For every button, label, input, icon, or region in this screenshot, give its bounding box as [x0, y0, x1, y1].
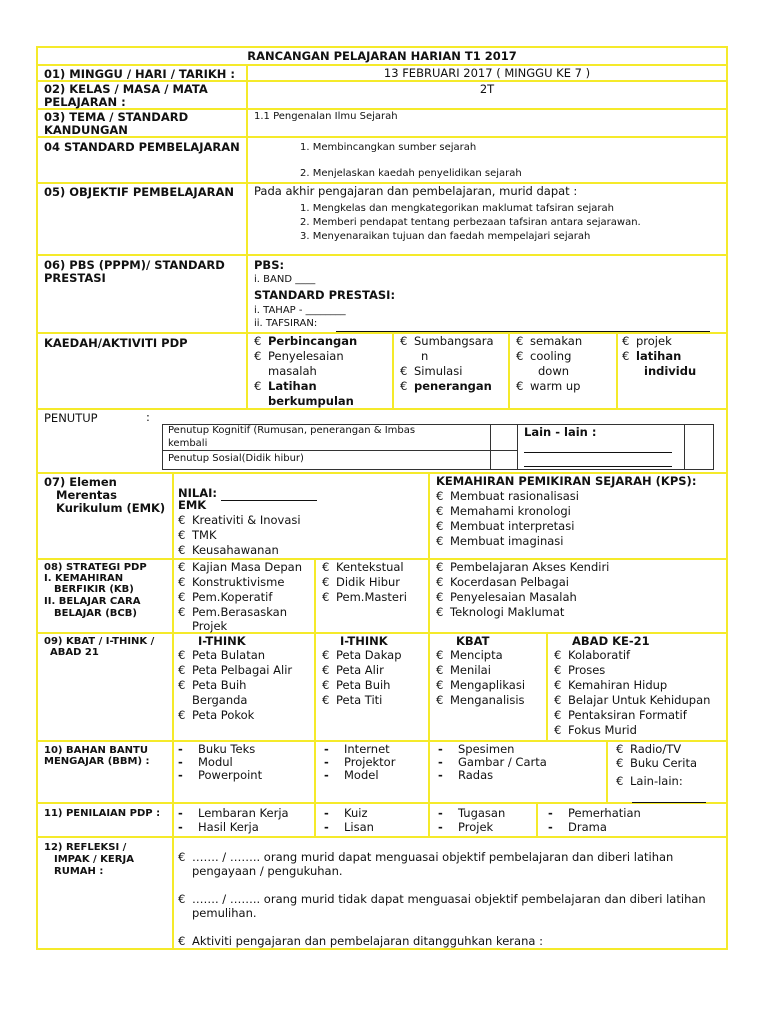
sp-item-1: 1. Membincangkan sumber sejarah — [300, 142, 477, 153]
row-refleksi — [38, 838, 726, 948]
sp-label: 04 STANDARD PEMBELAJARAN — [44, 140, 240, 154]
kaedah-berkumpulan: berkumpulan — [268, 394, 354, 408]
bbm-label-1: 10) BAHAN BANTU — [44, 745, 148, 756]
kaedah-cooling[interactable]: € cooling — [516, 349, 572, 363]
emk-kreativiti[interactable]: € Kreativiti & Inovasi — [178, 513, 301, 527]
strategi-label-1: 08) STRATEGI PDP — [44, 562, 147, 573]
bbm-projektor[interactable]: - Projektor — [324, 755, 396, 769]
pbs-label-2: PRESTASI — [44, 271, 106, 285]
strategi-kajian[interactable]: € Kajian Masa Depan — [178, 560, 302, 574]
abad-kolaboratif[interactable]: € Kolaboratif — [554, 648, 631, 662]
penilaian-projek[interactable]: - Projek — [438, 820, 494, 834]
tema-label-1: 03) TEMA / STANDARD — [44, 110, 189, 124]
emk-tmk[interactable]: € TMK — [178, 528, 217, 542]
kbat-menganalisis[interactable]: € Menganalisis — [436, 693, 525, 707]
tema-value: 1.1 Pengenalan Ilmu Sejarah — [254, 111, 398, 122]
penilaian-kuiz[interactable]: - Kuiz — [324, 806, 368, 820]
kbat-peta-titi[interactable]: € Peta Titi — [322, 693, 383, 707]
row-tema — [38, 110, 726, 138]
tema-label-2: KANDUNGAN — [44, 123, 128, 137]
objektif-label: 05) OBJEKTIF PEMBELAJARAN — [44, 185, 234, 199]
bbm-spesimen[interactable]: - Spesimen — [438, 742, 515, 756]
objektif-intro: Pada akhir pengajaran dan pembelajaran, murid dapat : — [254, 184, 578, 198]
refleksi-label-1: 12) REFLEKSI / — [44, 842, 127, 853]
kelas-label-1: 02) KELAS / MASA / MATA — [44, 82, 208, 96]
kaedah-sumbangsaran[interactable]: € Sumbangsara — [400, 334, 494, 348]
bbm-gambar[interactable]: - Gambar / Carta — [438, 755, 547, 769]
kaedah-warmup[interactable]: € warm up — [516, 379, 581, 393]
abad-kemahiran-hidup[interactable]: € Kemahiran Hidup — [554, 678, 668, 692]
tafsiran-line — [336, 331, 710, 332]
abad21-heading: ABAD KE-21 — [572, 634, 650, 648]
kbat-peta-buih[interactable]: € Peta Buih — [178, 678, 247, 692]
row-bbm — [38, 742, 726, 804]
penutup-kognitif-2: kembali — [168, 438, 208, 449]
penutup-sosial: Penutup Sosial(Didik hibur) — [168, 453, 304, 464]
kaedah-label: KAEDAH/AKTIVITI PDP — [44, 336, 188, 350]
sp-item-2: 2. Menjelaskan kaedah penyelidikan sejarah — [300, 168, 522, 179]
lain-line-1[interactable] — [524, 452, 672, 453]
ithink-heading-1: I-THINK — [198, 634, 246, 648]
strategi-label-3: BERFIKIR (KB) — [54, 584, 134, 595]
penilaian-tugasan[interactable]: - Tugasan — [438, 806, 506, 820]
refleksi-dapat[interactable]: € ……. / …….. orang murid dapat menguasai objektif pembelajaran dan diberi latihan — [178, 850, 674, 864]
penilaian-lisan[interactable]: - Lisan — [324, 820, 374, 834]
emk-keusahawanan[interactable]: € Keusahawanan — [178, 543, 279, 557]
penutup-kognitif-1: Penutup Kognitif (Rumusan, penerangan & Imbas — [168, 425, 416, 436]
strategi-label-5: BELAJAR (BCB) — [54, 608, 137, 619]
bbm-lain-lain[interactable]: € Lain-lain: — [616, 774, 683, 788]
kaedah-penyelesaian[interactable]: € Penyelesaian — [254, 349, 344, 363]
emk-label-3: Kurikulum (EMK) — [56, 501, 166, 515]
penilaian-label: 11) PENILAIAN PDP : — [44, 808, 161, 819]
bbm-radas[interactable]: - Radas — [438, 768, 494, 782]
pbs-label-1: 06) PBS (PPPM)/ STANDARD — [44, 258, 225, 272]
lain-line-2[interactable] — [524, 466, 672, 467]
strategi-berasaskan[interactable]: € Pem.Berasaskan — [178, 605, 288, 619]
strategi-penyelesaian[interactable]: € Penyelesaian Masalah — [436, 590, 577, 604]
bbm-radio-tv[interactable]: € Radio/TV — [616, 742, 682, 756]
kps-imaginasi[interactable]: € Membuat imaginasi — [436, 534, 564, 548]
row-strategi — [38, 560, 726, 634]
kbat-peta-pelbagai-alir[interactable]: € Peta Pelbagai Alir — [178, 663, 293, 677]
row-penilaian — [38, 804, 726, 838]
kps-interpretasi[interactable]: € Membuat interpretasi — [436, 519, 575, 533]
kaedah-latihan-individu[interactable]: € latihan — [622, 349, 682, 363]
bbm-model[interactable]: - Model — [324, 768, 379, 782]
refleksi-label-2: IMPAK / KERJA — [54, 854, 134, 865]
emk-heading: EMK — [178, 498, 207, 512]
row-emk — [38, 474, 726, 560]
row-pbs — [38, 256, 726, 334]
page-title: RANCANGAN PELAJARAN HARIAN T1 2017 — [247, 49, 517, 63]
kbat-mengaplikasi[interactable]: € Mengaplikasi — [436, 678, 526, 692]
bbm-internet[interactable]: - Internet — [324, 742, 390, 756]
kaedah-down: down — [538, 364, 570, 378]
strategi-kecerdasan[interactable]: € Kocerdasan Pelbagai — [436, 575, 569, 589]
kaedah-individu: individu — [644, 364, 697, 378]
penutup-colon: : — [146, 410, 150, 424]
row-kaedah — [38, 334, 726, 410]
minggu-value: 13 FEBRUARI 2017 ( MINGGU KE 7 ) — [383, 66, 591, 80]
kaedah-simulasi[interactable]: € Simulasi — [400, 364, 463, 378]
kelas-label-2: PELAJARAN : — [44, 95, 126, 109]
abad-proses[interactable]: € Proses — [554, 663, 606, 677]
kaedah-projek[interactable]: € projek — [622, 334, 672, 348]
kaedah-latihan[interactable]: € Latihan — [254, 379, 317, 393]
row-standard-pembelajaran — [38, 138, 726, 184]
refleksi-ditangguhkan[interactable]: € Aktiviti pengajaran dan pembelajaran ditangguhkan kerana : — [178, 934, 543, 948]
refleksi-label-3: RUMAH : — [54, 866, 104, 877]
row-kbat — [38, 634, 726, 742]
title-row — [38, 48, 726, 66]
tahap-field: i. TAHAP - ________ — [254, 305, 346, 316]
ithink-heading-2: I-THINK — [340, 634, 388, 648]
strategi-projek: Projek — [192, 619, 228, 633]
bbm-powerpoint[interactable]: - Powerpoint — [178, 768, 263, 782]
strategi-akses-kendiri[interactable]: € Pembelajaran Akses Kendiri — [436, 560, 610, 574]
kbat-peta-pokok[interactable]: € Peta Pokok — [178, 708, 255, 722]
tafsiran-field: ii. TAFSIRAN: — [254, 318, 318, 329]
abad-pentaksiran[interactable]: € Pentaksiran Formatif — [554, 708, 687, 722]
bbm-buku-teks[interactable]: - Buku Teks — [178, 742, 256, 756]
kps-rasionalisasi[interactable]: € Membuat rasionalisasi — [436, 489, 579, 503]
lain-lain-label: Lain - lain : — [524, 425, 597, 439]
minggu-label: 01) MINGGU / HARI / TARIKH : — [44, 67, 236, 81]
kaedah-semakan[interactable]: € semakan — [516, 334, 583, 348]
penilaian-pemerhatian[interactable]: - Pemerhatian — [548, 806, 641, 820]
penilaian-drama[interactable]: - Drama — [548, 820, 607, 834]
row-kelas — [38, 82, 726, 110]
kaedah-masalah: masalah — [268, 364, 317, 378]
kbat-peta-alir[interactable]: € Peta Alir — [322, 663, 384, 677]
strategi-label-2: I. KEMAHIRAN — [44, 573, 124, 584]
penilaian-lembaran[interactable]: - Lembaran Kerja — [178, 806, 289, 820]
bbm-modul[interactable]: - Modul — [178, 755, 233, 769]
nilai-field: NILAI: — [178, 486, 317, 501]
kbat-heading: KBAT — [456, 634, 490, 648]
objektif-item-1: 1. Mengkelas dan mengkategorikan maklumat tafsiran sejarah — [300, 203, 614, 214]
kelas-value: 2T — [479, 82, 495, 96]
strategi-konstruktivisme[interactable]: € Konstruktivisme — [178, 575, 285, 589]
refleksi-tidak-dapat-2: pemulihan. — [192, 906, 257, 920]
refleksi-dapat-2: pengayaan / pengukuhan. — [192, 864, 343, 878]
row-objektif — [38, 184, 726, 256]
bbm-lain-line[interactable] — [632, 802, 706, 803]
standard-prestasi-heading: STANDARD PRESTASI: — [254, 288, 396, 302]
objektif-item-3: 3. Menyenaraikan tujuan dan faedah mempelajari sejarah — [300, 231, 591, 242]
row-penutup — [38, 410, 726, 474]
kaedah-perbincangan[interactable]: € Perbincangan — [254, 334, 358, 348]
kbat-mencipta[interactable]: € Mencipta — [436, 648, 503, 662]
kbat-peta-bulatan[interactable]: € Peta Bulatan — [178, 648, 266, 662]
strategi-teknologi[interactable]: € Teknologi Maklumat — [436, 605, 565, 619]
lesson-plan-table — [36, 46, 728, 950]
strategi-masteri[interactable]: € Pem.Masteri — [322, 590, 407, 604]
penilaian-hasil[interactable]: - Hasil Kerja — [178, 820, 259, 834]
refleksi-tidak-dapat[interactable]: € ……. / …….. orang murid tidak dapat menguasai objektif pembelajaran dan diberi latihan — [178, 892, 706, 906]
bbm-buku-cerita[interactable]: € Buku Cerita — [616, 756, 698, 770]
kbat-peta-buih-2[interactable]: € Peta Buih — [322, 678, 391, 692]
kbat-label-1: 09) KBAT / I-THINK / — [44, 636, 155, 647]
row-minggu — [38, 66, 726, 82]
abad-belajar-kehidupan[interactable]: € Belajar Untuk Kehidupan — [554, 693, 711, 707]
emk-label-2: Merentas — [56, 488, 118, 502]
kbat-label-2: ABAD 21 — [50, 647, 99, 658]
abad-fokus-murid[interactable]: € Fokus Murid — [554, 723, 637, 737]
bbm-label-2: MENGAJAR (BBM) : — [44, 756, 150, 767]
kbat-peta-dakap[interactable]: € Peta Dakap — [322, 648, 402, 662]
kps-heading: KEMAHIRAN PEMIKIRAN SEJARAH (KPS): — [436, 474, 697, 488]
emk-label-1: 07) Elemen — [44, 475, 117, 489]
kps-kronologi[interactable]: € Memahami kronologi — [436, 504, 571, 518]
kbat-berganda: Berganda — [192, 693, 248, 707]
kbat-menilai[interactable]: € Menilai — [436, 663, 491, 677]
pbs-band: i. BAND ____ — [254, 274, 316, 285]
penutup-label: PENUTUP — [44, 411, 98, 425]
objektif-item-2: 2. Memberi pendapat tentang perbezaan tafsiran antara sejarawan. — [300, 217, 641, 228]
strategi-koperatif[interactable]: € Pem.Koperatif — [178, 590, 273, 604]
strategi-didik-hibur[interactable]: € Didik Hibur — [322, 575, 401, 589]
strategi-kentekstual[interactable]: € Kentekstual — [322, 560, 404, 574]
kaedah-penerangan[interactable]: € penerangan — [400, 379, 492, 393]
strategi-label-4: II. BELAJAR CARA — [44, 596, 141, 607]
kaedah-sumbangsaran-tail: n — [421, 349, 429, 363]
pbs-heading: PBS: — [254, 258, 285, 272]
